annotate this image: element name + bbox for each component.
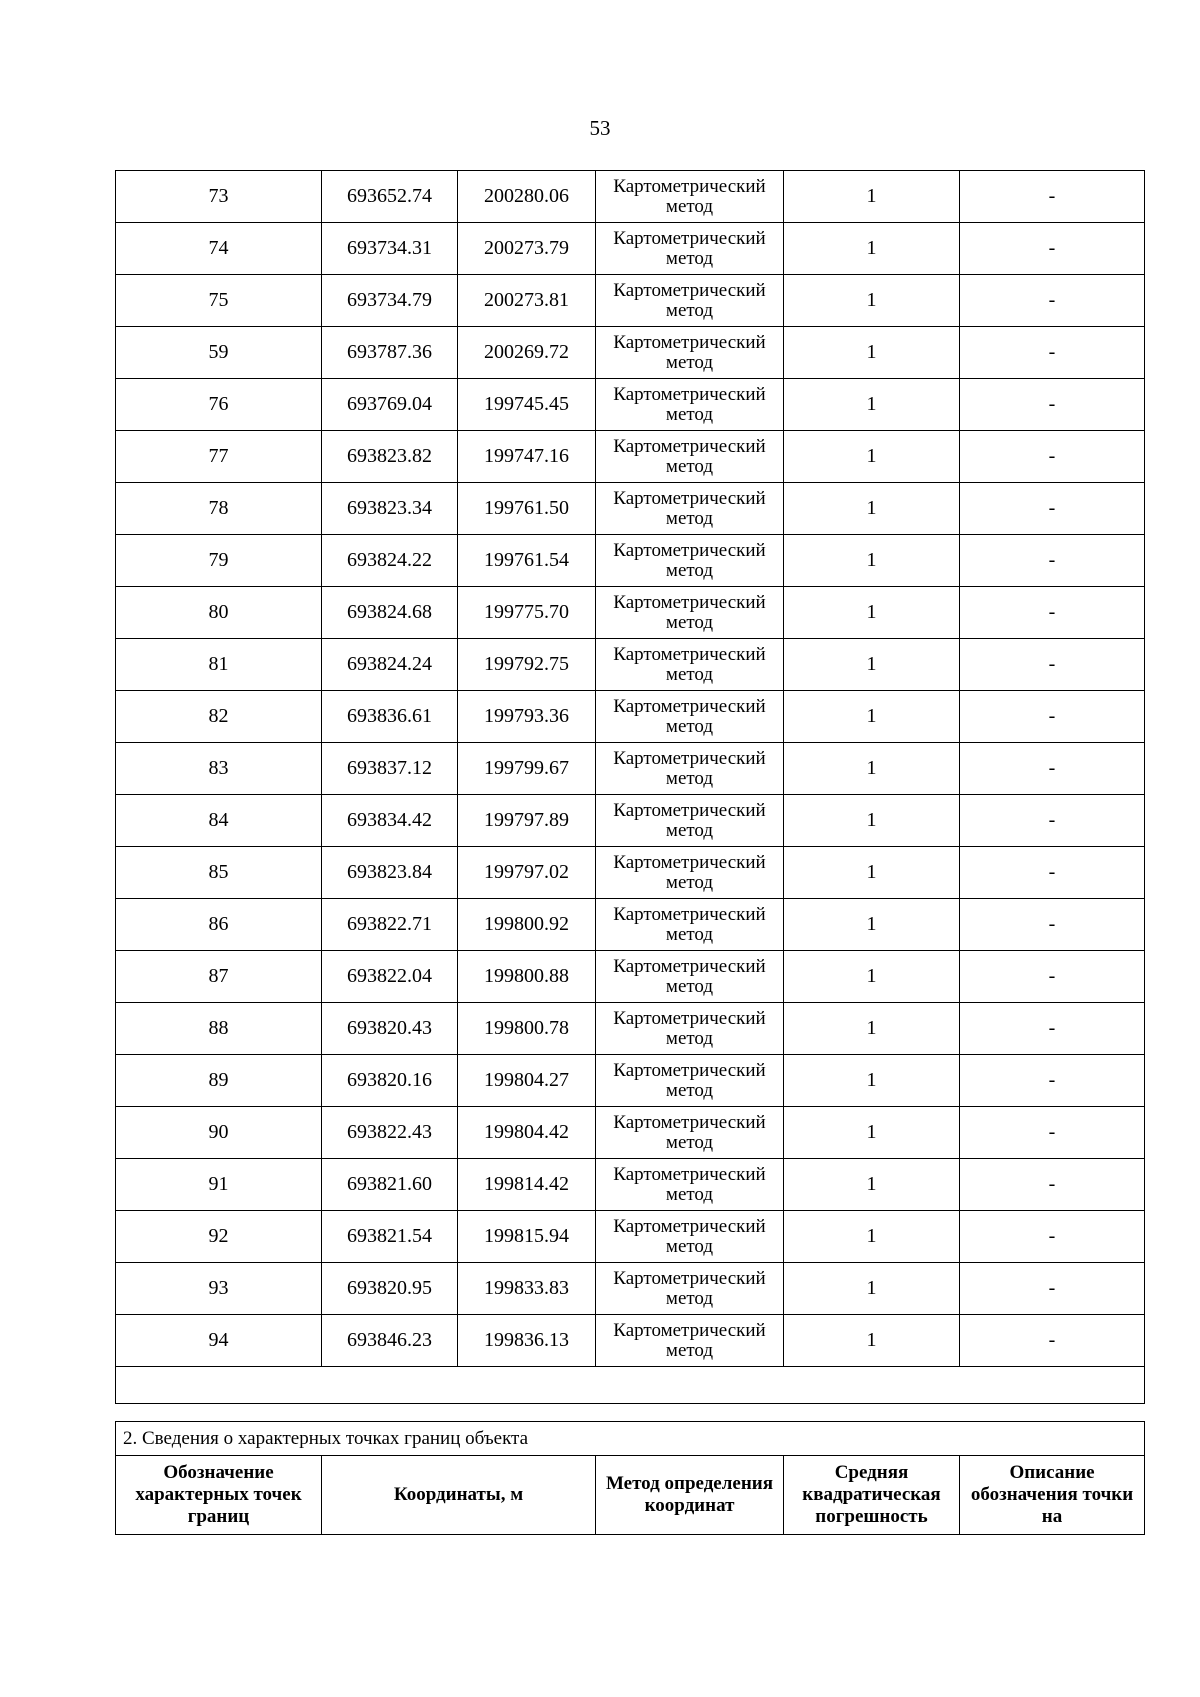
description-cell: - [960,483,1145,535]
point-number-cell: 59 [116,327,322,379]
x-coordinate-cell: 693846.23 [322,1315,458,1367]
mean-error-cell: 1 [784,847,960,899]
method-cell: Картометрический метод [596,275,784,327]
x-coordinate-cell: 693821.60 [322,1159,458,1211]
mean-error-cell: 1 [784,275,960,327]
table-row [116,379,1145,431]
description-cell: - [960,275,1145,327]
point-number-cell: 89 [116,1055,322,1107]
description-cell: - [960,1315,1145,1367]
method-cell: Картометрический метод [596,1159,784,1211]
y-coordinate-cell: 199799.67 [458,743,596,795]
description-cell: - [960,1055,1145,1107]
header-method: Метод определения координат [596,1456,784,1535]
method-cell: Картометрический метод [596,951,784,1003]
description-cell: - [960,587,1145,639]
description-cell: - [960,951,1145,1003]
y-coordinate-cell: 199804.42 [458,1107,596,1159]
method-cell: Картометрический метод [596,223,784,275]
y-coordinate-cell: 200273.79 [458,223,596,275]
description-cell: - [960,431,1145,483]
point-number-cell: 83 [116,743,322,795]
mean-error-cell: 1 [784,379,960,431]
table-row [116,275,1145,327]
description-cell: - [960,691,1145,743]
method-cell: Картометрический метод [596,1315,784,1367]
description-cell: - [960,171,1145,223]
table-row [116,1159,1145,1211]
x-coordinate-cell: 693652.74 [322,171,458,223]
point-number-cell: 84 [116,795,322,847]
x-coordinate-cell: 693820.95 [322,1263,458,1315]
point-number-cell: 81 [116,639,322,691]
x-coordinate-cell: 693836.61 [322,691,458,743]
description-cell: - [960,795,1145,847]
empty-cell [116,1367,1145,1404]
y-coordinate-cell: 199745.45 [458,379,596,431]
method-cell: Картометрический метод [596,171,784,223]
description-cell: - [960,639,1145,691]
table-row [116,171,1145,223]
x-coordinate-cell: 693822.04 [322,951,458,1003]
method-cell: Картометрический метод [596,1211,784,1263]
point-number-cell: 93 [116,1263,322,1315]
section-title: 2. Сведения о характерных точках границ объекта [116,1422,1145,1456]
x-coordinate-cell: 693824.22 [322,535,458,587]
point-number-cell: 79 [116,535,322,587]
x-coordinate-cell: 693823.82 [322,431,458,483]
y-coordinate-cell: 200273.81 [458,275,596,327]
method-cell: Картометрический метод [596,587,784,639]
description-cell: - [960,327,1145,379]
table-row [116,795,1145,847]
method-cell: Картометрический метод [596,535,784,587]
mean-error-cell: 1 [784,1003,960,1055]
y-coordinate-cell: 199761.50 [458,483,596,535]
table-row [116,1315,1145,1367]
header-coordinates: Координаты, м [322,1456,596,1535]
mean-error-cell: 1 [784,899,960,951]
table-row [116,223,1145,275]
mean-error-cell: 1 [784,431,960,483]
table-row [116,327,1145,379]
table-row [116,1055,1145,1107]
method-cell: Картометрический метод [596,1263,784,1315]
x-coordinate-cell: 693820.16 [322,1055,458,1107]
x-coordinate-cell: 693822.43 [322,1107,458,1159]
y-coordinate-cell: 199793.36 [458,691,596,743]
y-coordinate-cell: 199800.78 [458,1003,596,1055]
method-cell: Картометрический метод [596,691,784,743]
table-row [116,899,1145,951]
point-number-cell: 90 [116,1107,322,1159]
method-cell: Картометрический метод [596,431,784,483]
mean-error-cell: 1 [784,1107,960,1159]
table-row [116,1107,1145,1159]
method-cell: Картометрический метод [596,743,784,795]
x-coordinate-cell: 693823.34 [322,483,458,535]
x-coordinate-cell: 693823.84 [322,847,458,899]
description-cell: - [960,535,1145,587]
point-number-cell: 73 [116,171,322,223]
point-number-cell: 82 [116,691,322,743]
method-cell: Картометрический метод [596,639,784,691]
table-row [116,691,1145,743]
method-cell: Картометрический метод [596,1055,784,1107]
x-coordinate-cell: 693824.68 [322,587,458,639]
x-coordinate-cell: 693769.04 [322,379,458,431]
point-number-cell: 74 [116,223,322,275]
mean-error-cell: 1 [784,1315,960,1367]
description-cell: - [960,899,1145,951]
table-row [116,483,1145,535]
x-coordinate-cell: 693837.12 [322,743,458,795]
header-description: Описание обозначения точки на [960,1456,1145,1535]
description-cell: - [960,743,1145,795]
y-coordinate-cell: 199775.70 [458,587,596,639]
table-row [116,535,1145,587]
y-coordinate-cell: 199814.42 [458,1159,596,1211]
header-mean-error: Средняя квадратическая погрешность [784,1456,960,1535]
description-cell: - [960,379,1145,431]
table-row [116,743,1145,795]
mean-error-cell: 1 [784,223,960,275]
header-row [116,1456,1145,1535]
mean-error-cell: 1 [784,691,960,743]
description-cell: - [960,223,1145,275]
section-title-row [116,1422,1145,1456]
mean-error-cell: 1 [784,327,960,379]
mean-error-cell: 1 [784,587,960,639]
y-coordinate-cell: 199800.88 [458,951,596,1003]
mean-error-cell: 1 [784,483,960,535]
method-cell: Картометрический метод [596,379,784,431]
mean-error-cell: 1 [784,1159,960,1211]
mean-error-cell: 1 [784,1263,960,1315]
table-row [116,639,1145,691]
table-row [116,1003,1145,1055]
point-number-cell: 75 [116,275,322,327]
method-cell: Картометрический метод [596,1107,784,1159]
y-coordinate-cell: 200269.72 [458,327,596,379]
y-coordinate-cell: 199761.54 [458,535,596,587]
table-row [116,1263,1145,1315]
point-number-cell: 78 [116,483,322,535]
y-coordinate-cell: 200280.06 [458,171,596,223]
point-number-cell: 76 [116,379,322,431]
description-cell: - [960,1159,1145,1211]
header-point-designation: Обозначение характерных точек границ [116,1456,322,1535]
mean-error-cell: 1 [784,743,960,795]
y-coordinate-cell: 199815.94 [458,1211,596,1263]
description-cell: - [960,1107,1145,1159]
y-coordinate-cell: 199800.92 [458,899,596,951]
point-number-cell: 94 [116,1315,322,1367]
table-row [116,1211,1145,1263]
description-cell: - [960,1003,1145,1055]
y-coordinate-cell: 199836.13 [458,1315,596,1367]
table-row [116,587,1145,639]
y-coordinate-cell: 199833.83 [458,1263,596,1315]
x-coordinate-cell: 693824.24 [322,639,458,691]
mean-error-cell: 1 [784,639,960,691]
boundary-points-table [115,1421,1145,1535]
x-coordinate-cell: 693821.54 [322,1211,458,1263]
description-cell: - [960,1263,1145,1315]
point-number-cell: 80 [116,587,322,639]
mean-error-cell: 1 [784,951,960,1003]
method-cell: Картометрический метод [596,1003,784,1055]
coordinates-table-body [116,171,1145,1404]
y-coordinate-cell: 199804.27 [458,1055,596,1107]
page-number: 53 [589,116,611,140]
table-row [116,431,1145,483]
mean-error-cell: 1 [784,795,960,847]
mean-error-cell: 1 [784,1055,960,1107]
y-coordinate-cell: 199797.89 [458,795,596,847]
description-cell: - [960,1211,1145,1263]
point-number-cell: 87 [116,951,322,1003]
point-number-cell: 91 [116,1159,322,1211]
method-cell: Картометрический метод [596,847,784,899]
y-coordinate-cell: 199792.75 [458,639,596,691]
method-cell: Картометрический метод [596,795,784,847]
coordinates-table [115,170,1145,1404]
x-coordinate-cell: 693834.42 [322,795,458,847]
table-row [116,847,1145,899]
method-cell: Картометрический метод [596,483,784,535]
table-row [116,951,1145,1003]
x-coordinate-cell: 693734.31 [322,223,458,275]
mean-error-cell: 1 [784,1211,960,1263]
x-coordinate-cell: 693822.71 [322,899,458,951]
x-coordinate-cell: 693787.36 [322,327,458,379]
x-coordinate-cell: 693820.43 [322,1003,458,1055]
mean-error-cell: 1 [784,171,960,223]
point-number-cell: 92 [116,1211,322,1263]
x-coordinate-cell: 693734.79 [322,275,458,327]
point-number-cell: 85 [116,847,322,899]
description-cell: - [960,847,1145,899]
method-cell: Картометрический метод [596,899,784,951]
method-cell: Картометрический метод [596,327,784,379]
empty-row [116,1367,1145,1404]
point-number-cell: 77 [116,431,322,483]
mean-error-cell: 1 [784,535,960,587]
y-coordinate-cell: 199747.16 [458,431,596,483]
point-number-cell: 86 [116,899,322,951]
point-number-cell: 88 [116,1003,322,1055]
y-coordinate-cell: 199797.02 [458,847,596,899]
